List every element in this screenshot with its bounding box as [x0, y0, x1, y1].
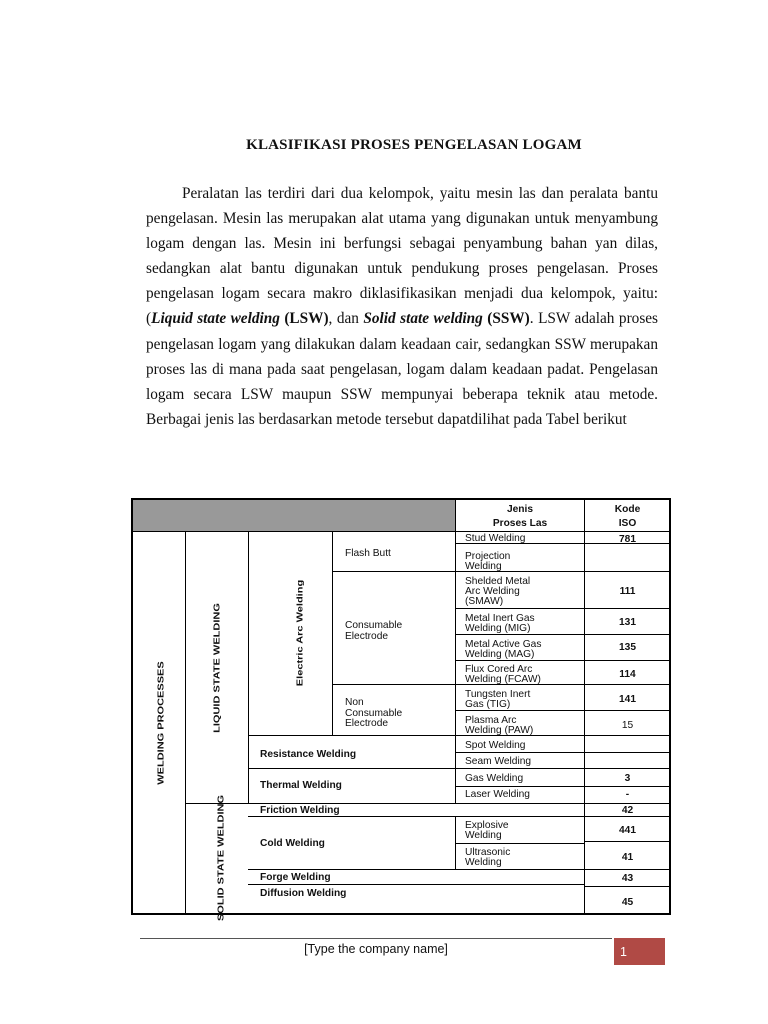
- ssw-abbr: (SSW): [482, 310, 530, 328]
- process-name: Arc Welding: [465, 586, 520, 597]
- table-divider: [455, 660, 671, 661]
- header-jenis: Jenis: [506, 504, 534, 515]
- lsw-abbr: (LSW): [279, 310, 329, 328]
- header-iso: ISO: [618, 518, 637, 529]
- liquid-state-welding-label: LIQUID STATE WELDING: [212, 603, 222, 733]
- page-number: 1: [620, 945, 627, 959]
- process-name: Metal Inert Gas: [465, 613, 535, 624]
- process-name: Welding: [465, 561, 502, 572]
- friction-welding-label: Friction Welding: [260, 805, 340, 816]
- header-proses-las: Proses Las: [492, 518, 548, 529]
- table-divider: [455, 786, 671, 787]
- table-divider: [248, 735, 671, 736]
- process-name: Plasma Arc: [465, 715, 517, 726]
- footer-company-name: [Type the company name]: [304, 942, 448, 956]
- paragraph-text-1: Peralatan las terdiri dari dua kelompok, yaitu mesin las dan peralata bantu pengelasan. Mesin las merupakan alat utama yang digunakan untuk menyambung logam dengan las. Mesin ini berfungsi sebagai penyambung bahan yan dilas, sedangkan alat bantu digunakan untuk pendukung proses pengelasan. Proses pengelasan logam secara makro diklasifikasikan menjadi dua kelompok, yaitu: (: [146, 185, 658, 328]
- process-name: Welding: [465, 857, 502, 868]
- table-divider: [332, 532, 333, 735]
- process-name: Welding (FCAW): [465, 674, 541, 685]
- iso-code: -: [625, 789, 630, 800]
- consumable-label: Consumable: [345, 620, 403, 631]
- table-divider: [248, 884, 584, 885]
- thermal-welding-label: Thermal Welding: [260, 780, 342, 791]
- forge-welding-label: Forge Welding: [260, 872, 331, 883]
- table-border: [131, 913, 671, 915]
- table-divider: [455, 710, 671, 711]
- non-consumable-label: Non: [345, 697, 364, 708]
- process-name: (SMAW): [465, 596, 504, 607]
- table-header-shade: [131, 498, 456, 532]
- process-name: Metal Active Gas: [465, 639, 542, 650]
- process-name: Tungsten Inert: [465, 689, 531, 700]
- table-divider: [248, 869, 671, 870]
- flash-butt-label: Flash Butt: [345, 548, 391, 559]
- table-divider: [455, 634, 671, 635]
- electric-arc-welding-label: Electric Arc Welding: [295, 579, 305, 687]
- non-consumable-label: Consumable: [345, 708, 403, 719]
- iso-code: 141: [619, 694, 636, 705]
- iso-code: 45: [621, 897, 634, 908]
- footer-rule: [140, 938, 612, 939]
- iso-code: 111: [619, 586, 636, 597]
- diffusion-welding-label: Diffusion Welding: [260, 888, 347, 899]
- process-name: Stud Welding: [465, 533, 526, 544]
- iso-code: 43: [621, 873, 634, 884]
- paragraph-text-3: . LSW adalah proses pengelasan logam yang dilakukan dalam keadaan cair, sedangkan SSW merupakan proses las di mana pada saat pengelasan, logam dalam keadaan padat. Pengelasan logam secara LSW maupun SSW mempunyai beberapa teknik atau metode. Berbagai jenis las berdasarkan metode tersebut dapatdilihat pada Tabel berikut: [146, 310, 659, 428]
- process-name: Shelded Metal: [465, 576, 531, 587]
- process-name: Gas Welding: [465, 773, 524, 784]
- process-name: Explosive: [465, 820, 509, 831]
- table-border: [131, 498, 671, 500]
- welding-processes-label: WELDING PROCESSES: [156, 661, 166, 785]
- body-paragraph: [146, 181, 658, 432]
- table-divider: [248, 816, 671, 817]
- table-divider: [455, 608, 671, 609]
- iso-code: 3: [624, 773, 631, 784]
- table-divider: [455, 752, 671, 753]
- header-kode: Kode: [614, 504, 641, 515]
- table-divider: [455, 843, 584, 844]
- iso-code: 15: [621, 720, 634, 731]
- paragraph-text-2: , dan: [328, 310, 364, 328]
- iso-code: 441: [619, 825, 636, 836]
- process-name: Ultrasonic: [465, 847, 511, 858]
- welding-classification-table: [131, 498, 671, 922]
- document-title: KLASIFIKASI PROSES PENGELASAN LOGAM: [246, 137, 582, 153]
- table-divider: [248, 532, 249, 804]
- consumable-label: Electrode: [345, 631, 389, 642]
- cold-welding-label: Cold Welding: [260, 838, 325, 849]
- iso-code: 41: [621, 852, 634, 863]
- process-name: Spot Welding: [465, 740, 526, 751]
- table-divider: [584, 886, 671, 887]
- ssw-term: Solid state welding: [363, 310, 483, 328]
- table-divider: [185, 532, 186, 915]
- solid-state-welding-label: SOLID STATE WELDING: [216, 794, 226, 922]
- process-name: Welding (PAW): [465, 725, 534, 736]
- process-name: Welding: [465, 830, 502, 841]
- iso-code: 131: [619, 617, 636, 628]
- process-name: Welding (MAG): [465, 649, 535, 660]
- table-divider: [131, 531, 671, 532]
- table-divider: [584, 841, 671, 842]
- table-divider: [248, 768, 671, 769]
- process-name: Laser Welding: [465, 789, 530, 800]
- table-divider: [185, 803, 671, 804]
- non-consumable-label: Electrode: [345, 718, 389, 729]
- process-name: Flux Cored Arc: [465, 664, 533, 675]
- process-name: Welding (MIG): [465, 623, 531, 634]
- table-border: [131, 498, 133, 915]
- iso-code: 781: [619, 534, 636, 545]
- process-name: Seam Welding: [465, 756, 532, 767]
- iso-code: 42: [621, 805, 634, 816]
- iso-code: 114: [619, 669, 636, 680]
- lsw-term: Liquid state welding: [151, 310, 280, 328]
- process-name: Projection: [465, 551, 511, 562]
- resistance-welding-label: Resistance Welding: [260, 749, 357, 760]
- iso-code: 135: [619, 642, 636, 653]
- process-name: Gas (TIG): [465, 699, 511, 710]
